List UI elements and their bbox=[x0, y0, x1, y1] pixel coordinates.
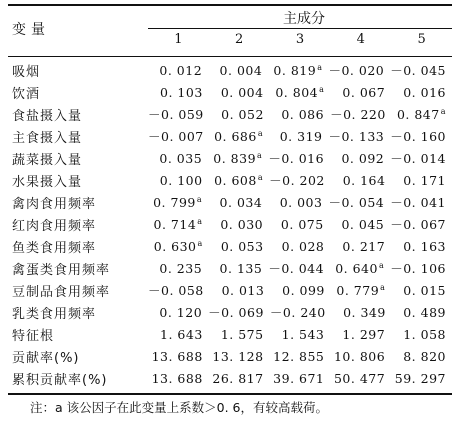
table-row bbox=[8, 59, 452, 81]
loading-value-cell bbox=[270, 303, 332, 321]
loading-value-cell bbox=[210, 107, 270, 122]
loading-value-cell bbox=[269, 217, 330, 232]
loading-value: 0. 819 bbox=[273, 62, 317, 78]
loading-value-cell bbox=[391, 173, 452, 188]
loading-value: 0. 163 bbox=[403, 238, 446, 254]
loading-value-cell bbox=[390, 215, 452, 233]
loading-value-cell bbox=[148, 217, 209, 232]
loading-value: 0. 004 bbox=[220, 84, 264, 100]
loading-value-cell bbox=[148, 281, 210, 299]
loading-value-cell bbox=[331, 283, 392, 298]
loading-value: 0. 067 bbox=[342, 84, 386, 100]
loading-value: 10. 806 bbox=[333, 348, 386, 364]
table-row bbox=[8, 235, 452, 257]
loading-value: －0. 007 bbox=[148, 129, 204, 144]
loading-value-cell bbox=[208, 261, 268, 276]
variable-label: 主食摄入量 bbox=[12, 130, 83, 146]
high-loading-mark: a bbox=[196, 194, 203, 204]
loading-value-cell bbox=[269, 129, 328, 144]
loading-value: 0. 217 bbox=[342, 238, 386, 254]
loading-value-cell bbox=[270, 327, 331, 342]
high-loading-mark: a bbox=[317, 62, 323, 72]
loading-value-cell bbox=[390, 127, 452, 145]
loading-value-cell bbox=[148, 151, 208, 166]
loading-value-cell bbox=[332, 305, 392, 320]
loading-value: 0. 015 bbox=[403, 282, 447, 298]
table-row bbox=[8, 103, 452, 125]
loading-value: －0. 220 bbox=[330, 107, 386, 122]
table-row bbox=[8, 125, 452, 147]
loading-value-cell bbox=[208, 195, 268, 210]
variable-label: 红肉食用频率 bbox=[12, 218, 97, 234]
loading-value: 0. 630 bbox=[153, 238, 197, 254]
table-row bbox=[8, 279, 452, 301]
variable-label: 乳类食用频率 bbox=[12, 306, 97, 322]
table-row bbox=[8, 169, 452, 191]
loading-value-cell bbox=[330, 85, 391, 100]
high-loading-mark: a bbox=[257, 150, 263, 160]
table-row bbox=[8, 147, 452, 169]
variable-header: 变量 bbox=[12, 22, 50, 38]
loading-value-cell bbox=[330, 239, 391, 254]
loading-value: －0. 202 bbox=[269, 173, 325, 188]
loading-value-cell bbox=[209, 239, 270, 254]
loading-value-cell bbox=[209, 173, 270, 188]
loading-value: 0. 839 bbox=[213, 150, 257, 166]
loading-value: 0. 319 bbox=[279, 128, 323, 144]
loading-value-cell bbox=[391, 349, 452, 364]
loading-value: 0. 171 bbox=[403, 172, 447, 188]
loading-value-cell bbox=[210, 129, 269, 144]
loading-value: 26. 817 bbox=[212, 370, 264, 386]
loading-value: －0. 106 bbox=[390, 261, 446, 276]
loading-value: 0. 075 bbox=[280, 216, 324, 232]
loading-value: －0. 045 bbox=[390, 63, 446, 78]
component-number: 4 bbox=[356, 32, 365, 47]
variable-label: 吸烟 bbox=[12, 64, 41, 80]
loading-value-cell bbox=[328, 193, 390, 211]
loading-value: 0. 099 bbox=[282, 282, 325, 298]
loading-value: 0. 035 bbox=[159, 150, 203, 166]
variable-label: 贡献率(%) bbox=[12, 350, 80, 366]
component-number-row bbox=[148, 32, 452, 47]
loading-value-cell bbox=[391, 327, 452, 342]
variable-label: 特征根 bbox=[12, 328, 55, 344]
loading-value-cell bbox=[270, 107, 330, 122]
variable-label: 禽蛋类食用频率 bbox=[12, 262, 111, 278]
loading-value: 0. 799 bbox=[153, 194, 196, 210]
loading-value: 0. 120 bbox=[159, 304, 203, 320]
table-row bbox=[8, 367, 452, 389]
loading-value: －0. 020 bbox=[328, 63, 385, 78]
loading-value: 0. 235 bbox=[159, 260, 203, 276]
loading-value: －0. 016 bbox=[268, 151, 325, 166]
loading-value-cell bbox=[330, 349, 391, 364]
loading-value-cell bbox=[148, 305, 208, 320]
loading-value: 0. 030 bbox=[220, 216, 264, 232]
table-footnote: 注：a 该公因子在此变量上系数＞0. 6，有较高载荷。 bbox=[30, 400, 328, 415]
high-loading-mark: a bbox=[197, 216, 203, 226]
loading-value: 13. 688 bbox=[151, 370, 203, 386]
loading-value-cell bbox=[208, 151, 268, 166]
loading-value-cell bbox=[148, 239, 209, 254]
loading-value: －0. 059 bbox=[148, 107, 204, 122]
variable-label: 饮酒 bbox=[12, 86, 41, 102]
loading-value-cell bbox=[331, 173, 392, 188]
loading-value-cell bbox=[209, 371, 270, 386]
loading-value-cell bbox=[268, 195, 328, 210]
loading-value-cell bbox=[328, 127, 390, 145]
loading-value: 0. 053 bbox=[220, 238, 264, 254]
loading-value: 0. 034 bbox=[219, 194, 263, 210]
loading-value: 1. 058 bbox=[403, 326, 446, 342]
loading-value-cell bbox=[148, 105, 210, 123]
loading-value: 0. 164 bbox=[342, 172, 386, 188]
loading-value: 0. 016 bbox=[403, 84, 446, 100]
component-number: 1 bbox=[174, 32, 183, 47]
loading-value-cell bbox=[330, 105, 392, 123]
high-loading-mark: a bbox=[378, 260, 385, 270]
loading-value-cell bbox=[390, 149, 452, 167]
table-row bbox=[8, 81, 452, 103]
loading-value-cell bbox=[270, 239, 331, 254]
loading-value-cell bbox=[392, 305, 452, 320]
table-body bbox=[8, 57, 452, 393]
loading-value: 0. 003 bbox=[279, 194, 323, 210]
component-number: 3 bbox=[295, 32, 305, 47]
loading-value-cell bbox=[208, 63, 268, 78]
factor-loading-table bbox=[8, 4, 452, 395]
loading-value-cell bbox=[208, 303, 270, 321]
loading-value: 0. 847 bbox=[396, 106, 440, 122]
loading-value-cell bbox=[148, 195, 208, 210]
loading-value: －0. 069 bbox=[208, 305, 264, 320]
loading-value: －0. 133 bbox=[328, 129, 385, 144]
loading-value-cell bbox=[390, 193, 452, 211]
loading-value: 0. 608 bbox=[214, 172, 257, 188]
table-bottom-rule bbox=[8, 393, 452, 395]
loading-value-cell bbox=[148, 327, 209, 342]
loading-value: －0. 054 bbox=[328, 195, 385, 210]
loading-value-cell bbox=[268, 259, 330, 277]
loading-value: －0. 058 bbox=[148, 283, 204, 298]
loading-value: 0. 004 bbox=[219, 62, 263, 78]
loading-value-cell bbox=[391, 283, 452, 298]
loading-value: －0. 160 bbox=[390, 129, 447, 144]
loading-value: 0. 804 bbox=[275, 84, 319, 100]
loading-value-cell bbox=[148, 173, 209, 188]
loading-value: 0. 640 bbox=[335, 260, 378, 276]
loading-value: 0. 349 bbox=[343, 304, 386, 320]
table-row bbox=[8, 345, 452, 367]
loading-value: 0. 489 bbox=[403, 304, 446, 320]
loading-value-cell bbox=[270, 371, 331, 386]
loading-value-cell bbox=[210, 283, 271, 298]
loading-value-cell bbox=[390, 259, 452, 277]
loading-value: 0. 100 bbox=[159, 172, 203, 188]
loading-value: 0. 779 bbox=[336, 282, 380, 298]
loading-value-cell bbox=[270, 283, 331, 298]
high-loading-mark: a bbox=[197, 238, 203, 248]
variable-label: 豆制品食用频率 bbox=[12, 284, 111, 300]
loading-value-cell bbox=[270, 349, 331, 364]
loading-value: 1. 543 bbox=[281, 326, 325, 342]
loading-value: －0. 014 bbox=[390, 151, 446, 166]
variable-label: 食盐摄入量 bbox=[12, 108, 83, 124]
component-number: 2 bbox=[235, 32, 244, 47]
loading-value: 39. 671 bbox=[273, 370, 325, 386]
loading-value-cell bbox=[330, 217, 391, 232]
loading-value: 50. 477 bbox=[333, 370, 386, 386]
loading-value-cell bbox=[209, 217, 270, 232]
loading-value: 1. 575 bbox=[220, 326, 264, 342]
loading-value: 0. 012 bbox=[159, 62, 203, 78]
loading-value: 12. 855 bbox=[273, 348, 325, 364]
loading-value: 0. 045 bbox=[341, 216, 385, 232]
loading-value-cell bbox=[268, 63, 328, 78]
loading-value: －0. 044 bbox=[268, 261, 325, 276]
loading-value: 0. 714 bbox=[153, 216, 197, 232]
loading-value-cell bbox=[390, 61, 452, 79]
high-loading-mark: a bbox=[319, 84, 325, 94]
principal-component-header: 主成分 bbox=[283, 11, 325, 27]
loading-value-cell bbox=[209, 327, 270, 342]
loading-value: 0. 052 bbox=[221, 106, 264, 122]
variable-label: 水果摄入量 bbox=[12, 174, 83, 190]
loading-value: －0. 041 bbox=[390, 195, 446, 210]
high-loading-mark: a bbox=[257, 172, 264, 182]
loading-value-cell bbox=[330, 327, 391, 342]
loading-value-cell bbox=[148, 127, 210, 145]
loading-value-cell bbox=[391, 239, 452, 254]
loading-value-cell bbox=[391, 85, 452, 100]
loading-value-cell bbox=[330, 151, 390, 166]
variable-label: 鱼类食用频率 bbox=[12, 240, 97, 256]
loading-value-cell bbox=[391, 371, 452, 386]
loading-value: 0. 135 bbox=[219, 260, 263, 276]
high-loading-mark: a bbox=[257, 128, 264, 138]
loading-value-cell bbox=[328, 61, 390, 79]
table-row bbox=[8, 213, 452, 235]
loading-value-cell bbox=[268, 149, 330, 167]
loading-value-cell bbox=[148, 349, 209, 364]
loading-value: －0. 067 bbox=[390, 217, 447, 232]
loading-value: 8. 820 bbox=[403, 348, 446, 364]
loading-value: 0. 686 bbox=[214, 128, 257, 144]
loading-value: 1. 297 bbox=[342, 326, 386, 342]
loading-value-cell bbox=[148, 63, 208, 78]
table-row bbox=[8, 301, 452, 323]
loading-value-cell bbox=[148, 261, 208, 276]
loading-value: 0. 086 bbox=[281, 106, 325, 122]
variable-label: 累积贡献率(%) bbox=[12, 372, 108, 388]
high-loading-mark: a bbox=[440, 106, 446, 116]
loading-value-cell bbox=[269, 171, 331, 189]
loading-value: 0. 092 bbox=[341, 150, 385, 166]
loading-value-cell bbox=[209, 85, 270, 100]
loading-value: 0. 013 bbox=[221, 282, 265, 298]
component-number: 5 bbox=[417, 32, 426, 47]
table-row bbox=[8, 191, 452, 213]
loading-value-cell bbox=[148, 85, 209, 100]
loading-value: －0. 240 bbox=[269, 305, 326, 320]
table-header bbox=[8, 6, 452, 56]
loading-value: 0. 103 bbox=[160, 84, 203, 100]
variable-label: 禽肉食用频率 bbox=[12, 196, 97, 212]
loading-value-cell bbox=[270, 85, 331, 100]
loading-value: 59. 297 bbox=[394, 370, 446, 386]
loading-value: 1. 643 bbox=[160, 326, 203, 342]
header-group-rule bbox=[148, 28, 452, 29]
loading-value-cell bbox=[392, 107, 452, 122]
high-loading-mark: a bbox=[380, 282, 386, 292]
table-row bbox=[8, 323, 452, 345]
loading-value-cell bbox=[330, 371, 391, 386]
loading-value: 13. 688 bbox=[151, 348, 203, 364]
variable-label: 蔬菜摄入量 bbox=[12, 152, 83, 168]
table-row bbox=[8, 257, 452, 279]
loading-value: 0. 028 bbox=[281, 238, 325, 254]
loading-value-cell bbox=[148, 371, 209, 386]
loading-value: 13. 128 bbox=[212, 348, 264, 364]
loading-value-cell bbox=[330, 261, 390, 276]
loading-value-cell bbox=[209, 349, 270, 364]
